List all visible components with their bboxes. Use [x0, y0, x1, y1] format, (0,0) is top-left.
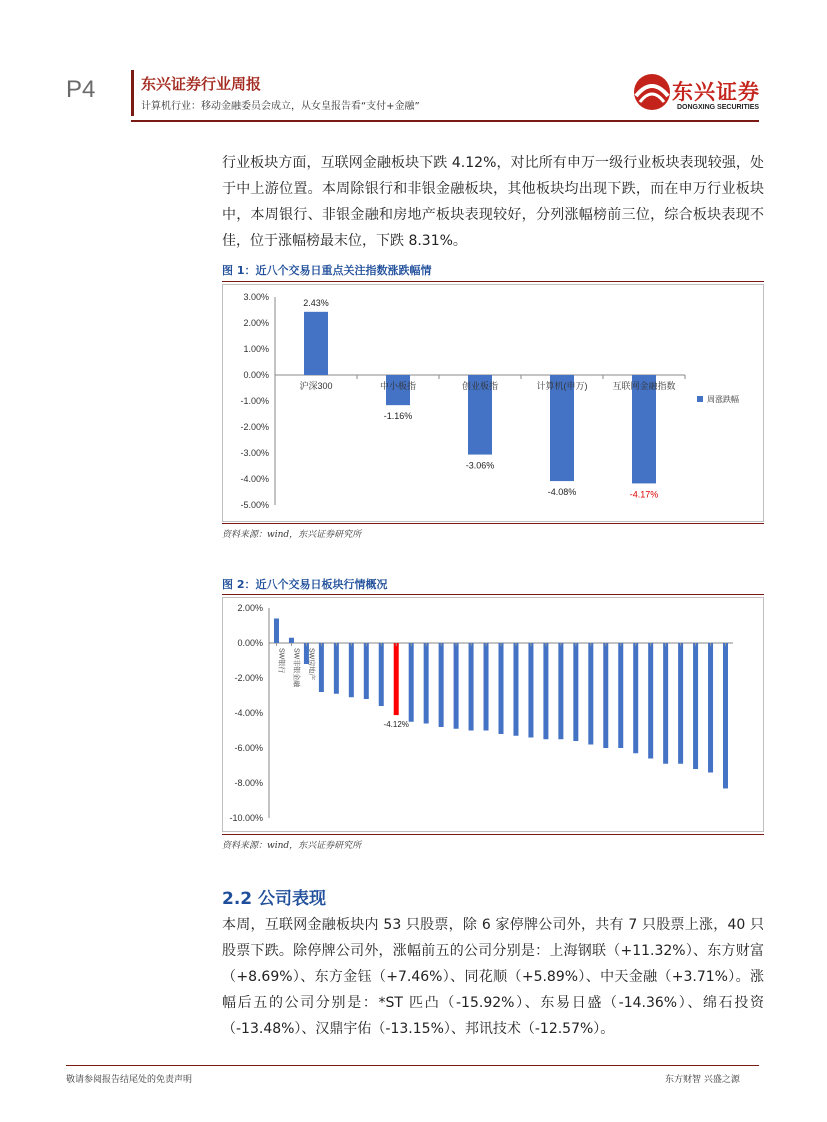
bar [319, 643, 324, 692]
footer-slogan: 东方财智 兴盛之源 [665, 1075, 740, 1085]
bar [379, 643, 384, 706]
y-tick-label: -2.00% [234, 673, 263, 683]
y-tick-label: -6.00% [234, 743, 263, 753]
bar [409, 643, 414, 722]
bar [394, 643, 399, 715]
report-title: 东兴证券行业周报 [141, 75, 262, 93]
data-label: -3.06% [465, 460, 495, 471]
bar [543, 643, 548, 739]
data-label: -4.17% [629, 489, 659, 500]
bar [513, 643, 518, 736]
bar [364, 643, 369, 699]
figure1-source: 资料来源：wind，东兴证券研究所 [222, 530, 362, 540]
category-label: 沪深300 [299, 381, 333, 391]
figure2-chart [223, 598, 763, 831]
bar [469, 643, 474, 731]
figure2-rule [222, 594, 764, 595]
bar [678, 643, 683, 764]
figure1-chart [223, 285, 763, 521]
section-paragraph: 本周，互联网金融板块内 53 只股票，除 6 家停牌公司外，共有 7 只股票上涨，40 只股票下跌。除停牌公司外，涨幅前五的公司分别是：上海钢联（+11.32%）、东方财富（+8.69%）、东方金钰（+7.46%）、同花顺（+5.89%）、中天金融（+3.71%）。涨幅后五的公司分别是：*ST 匹凸（-15.92%）、东易日盛（-14.36%）、绵石投资（-13.48%）、汉鼎宇佑（-13.15%）、邦讯技术（-12.57%）。 [222, 917, 764, 1037]
y-tick-label: 3.00% [243, 292, 269, 302]
bar [304, 312, 328, 375]
data-label: 2.43% [303, 297, 329, 308]
figure1-title: 图 1：近八个交易日重点关注指数涨跌幅情 [222, 264, 432, 277]
section-title: 2.2 公司表现 [222, 889, 327, 909]
header-rule [131, 120, 759, 122]
y-tick-label: -4.00% [234, 708, 263, 718]
bar [603, 643, 608, 748]
category-label: 中小板指 [379, 381, 417, 391]
category-label: 创业板指 [461, 381, 499, 391]
figure2-title: 图 2：近八个交易日板块行情概况 [222, 578, 388, 591]
y-tick-label: -2.00% [240, 422, 269, 432]
figure2-source: 资料来源：wind，东兴证券研究所 [222, 841, 362, 851]
y-tick-label: -8.00% [234, 778, 263, 788]
bar [499, 643, 504, 734]
footer-disclaimer: 敬请参阅报告结尾处的免责声明 [66, 1075, 193, 1085]
bar [588, 643, 593, 745]
bar [424, 643, 429, 724]
y-tick-label: 0.00% [243, 370, 269, 380]
intro-paragraph: 行业板块方面，互联网金融板块下跌 4.12%，对比所有申万一级行业板块表现较强，处于中上游位置。本周除银行和非银金融板块，其他板块均出现下跌，而在申万行业板块中，本周银行、非银金融和房地产板块表现较好，分列涨幅榜前三位，综合板块表现不佳，位于涨幅榜最末位，下跌 8.31%。 [222, 155, 764, 249]
bar [484, 643, 489, 731]
category-label: SW非银金融 [292, 648, 300, 688]
bar [274, 619, 279, 644]
bar [573, 643, 578, 741]
logo-text-en: DONGXING SECURITIES [677, 104, 760, 111]
logo-text-cn: 东兴证券 [672, 80, 760, 104]
bar [708, 643, 713, 773]
y-tick-label: 2.00% [237, 603, 263, 613]
figure2-bottom-rule [222, 834, 764, 835]
y-tick-label: -1.00% [240, 396, 269, 406]
category-label: 计算机(申万) [536, 381, 588, 391]
footer-rule [66, 1065, 759, 1066]
y-tick-label: 2.00% [243, 318, 269, 328]
bar [454, 643, 459, 729]
figure2-chart-frame [222, 597, 764, 832]
y-tick-label: -4.00% [240, 474, 269, 484]
y-tick-label: -5.00% [240, 500, 269, 510]
bar [663, 643, 668, 764]
bar [349, 643, 354, 697]
bar [558, 643, 563, 739]
category-label: SW房地产 [307, 648, 315, 681]
page-number: P4 [66, 76, 96, 103]
legend-label: 周涨跌幅 [707, 395, 739, 404]
company-logo-icon [630, 72, 674, 112]
y-tick-label: 1.00% [243, 344, 269, 354]
figure1-chart-frame [222, 284, 764, 522]
bar [289, 638, 294, 643]
bar [648, 643, 653, 759]
bar [723, 643, 728, 788]
category-label: SW银行 [277, 648, 285, 674]
bar [693, 643, 698, 769]
legend-swatch [697, 396, 703, 402]
figure1-rule [222, 281, 764, 282]
bar [439, 643, 444, 727]
bar [334, 643, 339, 694]
bar [528, 643, 533, 738]
bar [633, 643, 638, 753]
bar [618, 643, 623, 748]
data-label: -1.16% [383, 411, 413, 422]
bar [632, 375, 656, 483]
y-tick-label: -10.00% [229, 813, 263, 823]
figure1-bottom-rule [222, 523, 764, 524]
data-label: -4.12% [383, 720, 409, 730]
data-label: -4.08% [547, 487, 577, 498]
header-divider [131, 70, 134, 116]
report-subtitle: 计算机行业：移动金融委员会成立，从女皇报告看“支付+金融” [141, 101, 420, 112]
category-label: 互联网金融指数 [612, 381, 676, 391]
y-tick-label: 0.00% [237, 638, 263, 648]
y-tick-label: -3.00% [240, 448, 269, 458]
